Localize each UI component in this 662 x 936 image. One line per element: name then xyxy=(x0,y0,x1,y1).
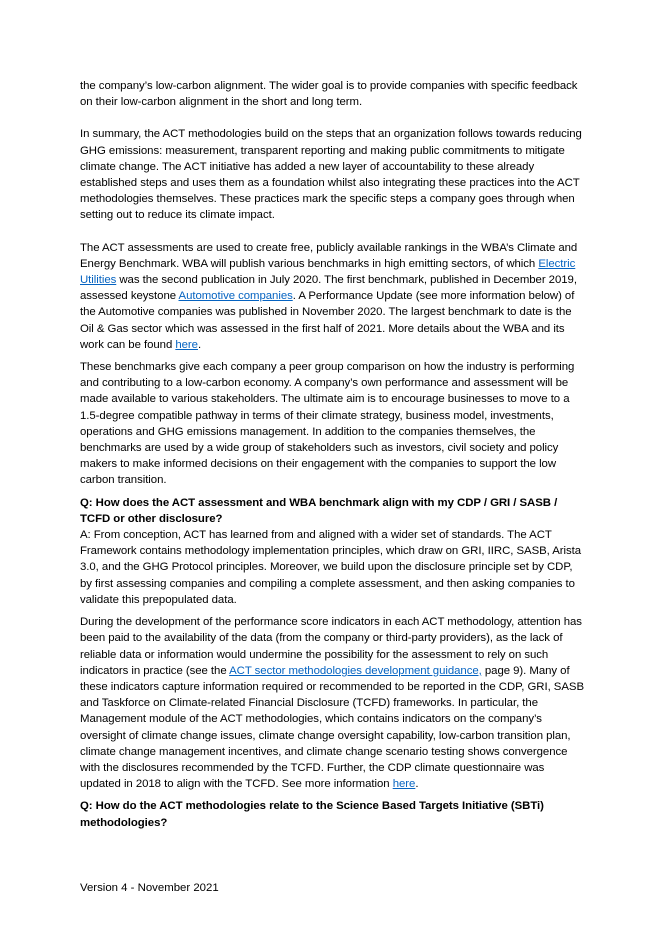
automotive-companies-link[interactable]: Automotive companies xyxy=(178,290,293,303)
text-segment: The ACT assessments are used to create free, publicly available rankings in the WBA’s Climate and Energy Benchmark. WBA will publish various benchmarks in high emitting sectors, of which xyxy=(80,241,578,270)
paragraph-summary: In summary, the ACT methodologies build on the steps that an organization follows towards reducing GHG emissions: measurement, transparent reporting and making public commitments to mitigate climate change. The ACT initiative has added a new layer of accountability to these already established steps and uses them as a foundation whilst also integrating these practices into the ACT methodologies themselves. These practices mark the specific steps a company goes through when setting out to reduce its climate impact. xyxy=(80,128,582,222)
question-sbti: Q: How do the ACT methodologies relate to the Science Based Targets Initiative (SBTi) methodologies? xyxy=(80,800,544,829)
paragraph-performance-indicators xyxy=(80,614,584,792)
page-footer-version: Version 4 - November 2021 xyxy=(80,882,219,894)
electric-utilities-link[interactable]: Electric Utilities xyxy=(80,257,576,287)
text-segment: . xyxy=(197,338,202,351)
text-segment: . A Performance Update (see more information below) of the Automotive companies was published in November 2020. The largest benchmark to date is the Oil & Gas sector which was assessed in the first half of 2021. More details about the WBA and its work can be found xyxy=(80,290,575,351)
paragraph-act-assessments xyxy=(80,240,584,353)
text-segment: was the second publication in July 2020. The first benchmark, published in December 2019, assessed keystone xyxy=(80,274,577,303)
paragraph-answer-standards: A: From conception, ACT has learned from and aligned with a wider set of standards. The ACT Framework contains methodology implementation principles, which draw on GRI, IIRC, SASB, Arista 3.0, and the GHG Protocol principles. Moreover, we build upon the disclosure principle set by CDP, by first assessing companies and compiling a complete assessment, and then asking companies to validate this prepopulated data. xyxy=(80,529,582,606)
question-disclosure-alignment: Q: How does the ACT assessment and WBA benchmark align with my CDP / GRI / SASB / TCFD or other disclosure? xyxy=(80,496,558,525)
text-segment: During the development of the performance score indicators in each ACT methodology, attention has been paid to the availability of the data (from the company or third-party providers), as the lack of reliable data or information would undermine the possibility for the assessment to rely on such indicators in practice (see the xyxy=(80,616,582,677)
tcfd-here-link[interactable]: here xyxy=(392,778,416,791)
paragraph-low-carbon-feedback: the company’s low-carbon alignment. The wider goal is to provide companies with specific feedback on their low-carbon alignment in the short and long term. xyxy=(80,80,578,109)
document-body xyxy=(80,78,584,831)
wba-here-link[interactable]: here xyxy=(175,338,198,351)
development-guidance-link[interactable]: ACT sector methodologies development guidance, xyxy=(229,664,482,677)
paragraph-benchmarks: These benchmarks give each company a peer group comparison on how the industry is performing and contributing to a low-carbon economy. A company’s own performance and assessment will be made available to various stakeholders. The ultimate aim is to encourage businesses to move to a 1.5-degree compatible pathway in terms of their climate strategy, business model, investments, operations and GHG emissions management. In addition to the companies themselves, the benchmarks are used by a wide group of stakeholders such as investors, civil society and policy makers to make informed decisions on their engagement with the companies to support the low carbon transition. xyxy=(80,361,575,487)
text-segment: page 9). Many of these indicators capture information required or recommended to be reported in the CDP, GRI, SASB and Taskforce on Climate-related Financial Disclosure (TCFD) frameworks. In particular, the Management module of the ACT methodologies, which contains indicators on the company’s oversight of climate change issues, climate change oversight capability, low-carbon transition plan, climate change management incentives, and climate change scenario testing shows convergence with the disclosures recommended by the TCFD. Further, the CDP climate questionnaire was updated in 2018 to align with the TCFD. See more information xyxy=(80,664,584,791)
text-segment: . xyxy=(415,778,419,791)
